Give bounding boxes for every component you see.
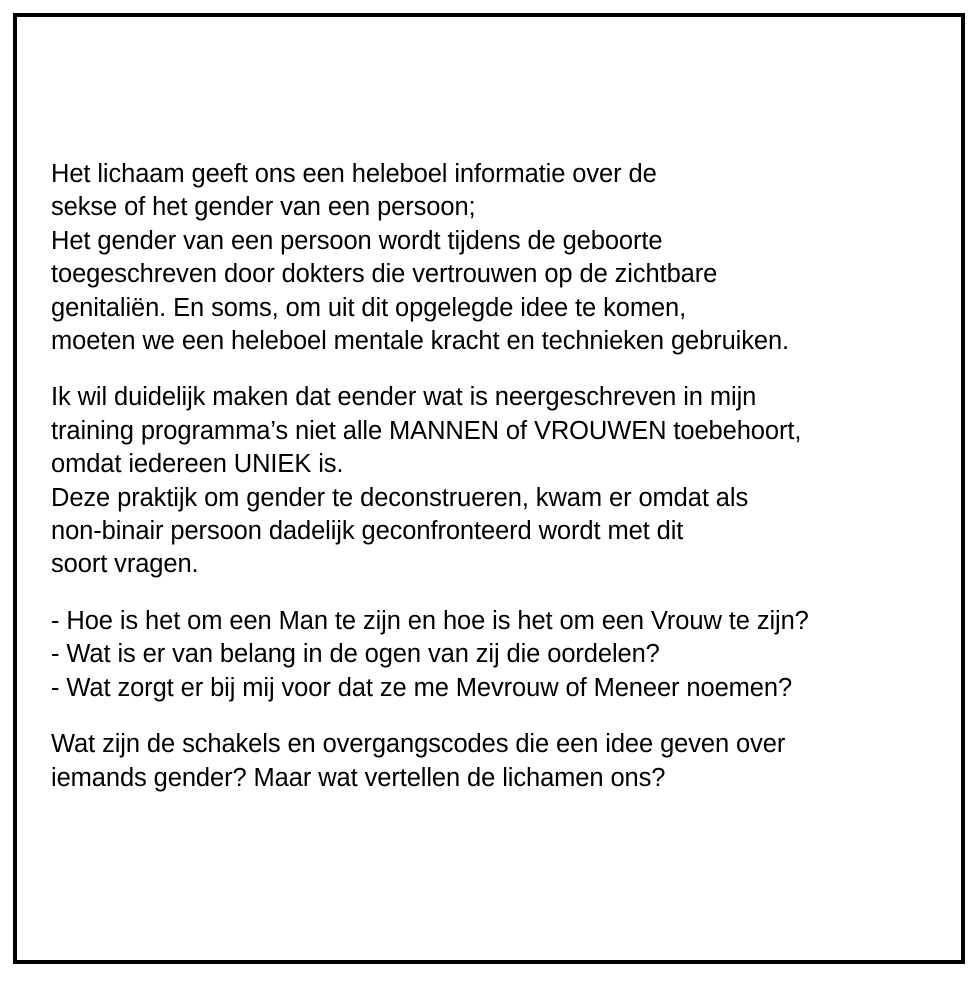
text-line: moeten we een heleboel mentale kracht en technieken gebruiken. (51, 327, 790, 356)
paragraph-closing (51, 728, 951, 795)
text-line: genitaliën. En soms, om uit dit opgelegde idee te komen, (51, 293, 687, 322)
text-line: toegeschreven door dokters die vertrouwen op de zichtbare (51, 260, 718, 289)
text-line: iemands gender? Maar wat vertellen de lichamen ons? (51, 763, 666, 792)
question-item: - Hoe is het om een Man te zijn en hoe is het om een Vrouw te zijn? (51, 606, 809, 635)
text-line: Het gender van een persoon wordt tijdens de geboorte (51, 226, 663, 255)
paragraph-questions (51, 605, 951, 705)
text-line: Het lichaam geeft ons een heleboel informatie over de (51, 160, 657, 188)
paragraph-statement (51, 381, 951, 581)
question-item: - Wat zorgt er bij mij voor dat ze me Mevrouw of Meneer noemen? (51, 673, 793, 702)
text-line: Deze praktijk om gender te deconstrueren, kwam er omdat als (51, 483, 749, 512)
text-line: sekse of het gender van een persoon; (51, 193, 476, 222)
text-line: Ik wil duidelijk maken dat eender wat is neergeschreven in mijn (51, 383, 757, 412)
paragraph-intro (51, 158, 951, 358)
question-item: - Wat is er van belang in de ogen van zij die oordelen? (51, 640, 660, 669)
text-line: training programma’s niet alle MANNEN of VROUWEN toebehoort, (51, 416, 802, 445)
text-body (51, 158, 951, 818)
text-line: Wat zijn de schakels en overgangscodes die een idee geven over (51, 730, 786, 759)
text-line: non-binair persoon dadelijk geconfronteerd wordt met dit (51, 517, 684, 546)
text-line: soort vragen. (51, 550, 199, 579)
page-frame (13, 13, 965, 964)
text-line: omdat iedereen UNIEK is. (51, 450, 344, 479)
